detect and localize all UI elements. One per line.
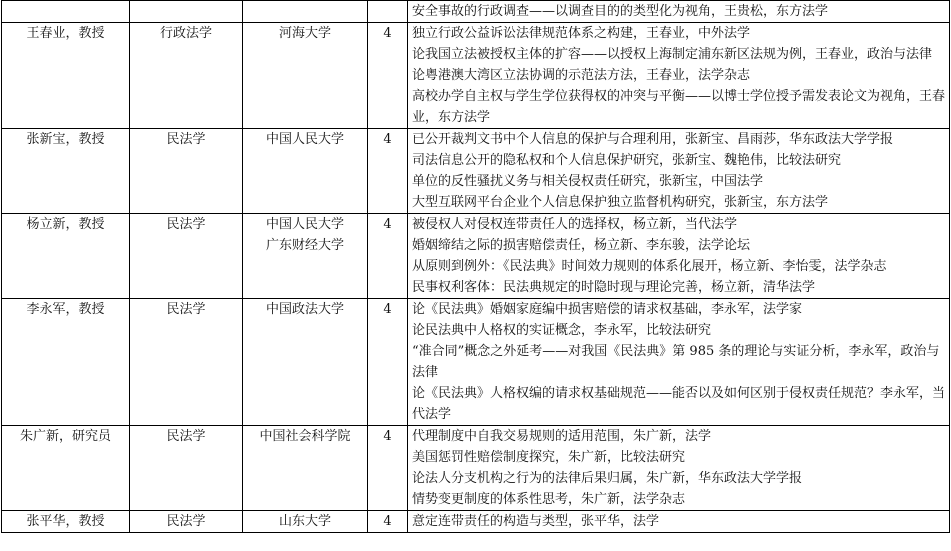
scholar-name-cell: 张平华，教授 <box>2 511 130 533</box>
table-row <box>2 214 950 299</box>
work-entry: 大型互联网平台企业个人信息保护独立监督机构研究，张新宝，东方法学 <box>412 195 829 210</box>
work-entry: 论我国立法被授权主体的扩容——以授权上海制定浦东新区法规为例，王春业，政治与法律 <box>412 47 933 62</box>
scholar-table <box>1 0 950 533</box>
works-cell <box>408 214 950 299</box>
works-cell <box>408 23 950 129</box>
count-cell: 4 <box>368 23 408 129</box>
institution-cell <box>243 299 368 426</box>
institution-name: 河海大学 <box>278 26 331 41</box>
field-cell: 民法学 <box>130 299 243 426</box>
work-entry: 代理制度中自我交易规则的适用范围，朱广新，法学 <box>412 429 712 444</box>
scholar-name-cell: 王春业，教授 <box>2 23 130 129</box>
scholar-name-cell <box>2 1 130 23</box>
institution-cell <box>243 511 368 533</box>
scholar-name-cell: 朱广新，研究员 <box>2 426 130 511</box>
scholar-name-cell: 李永军，教授 <box>2 299 130 426</box>
institution-cell <box>243 129 368 214</box>
work-entry: 安全事故的行政调查——以调查目的的类型化为视角，王贵松，东方法学 <box>412 4 829 19</box>
institution-name: 中国人民大学 <box>265 132 344 147</box>
works-cell <box>408 129 950 214</box>
institution-name: 中国人民大学 <box>265 217 344 232</box>
institution-cell <box>243 214 368 299</box>
field-cell: 民法学 <box>130 214 243 299</box>
scholar-name-cell: 杨立新，教授 <box>2 214 130 299</box>
institution-name: 中国政法大学 <box>265 302 344 317</box>
count-cell: 4 <box>368 511 408 533</box>
work-entry: 单位的反性骚扰义务与相关侵权责任研究，张新宝，中国法学 <box>412 174 764 189</box>
field-cell: 民法学 <box>130 511 243 533</box>
field-cell <box>130 1 243 23</box>
work-entry: 从原则到例外：《民法典》时间效力规则的体系化展开，杨立新、李怡雯，法学杂志 <box>412 259 887 274</box>
table-row <box>2 299 950 426</box>
work-entry: 论《民法典》婚姻家庭编中损害赔偿的请求权基础，李永军，法学家 <box>412 302 803 317</box>
table-row <box>2 511 950 533</box>
work-entry: 民事权利客体：民法典规定的时隐时现与理论完善，杨立新，清华法学 <box>412 280 816 295</box>
field-cell: 民法学 <box>130 426 243 511</box>
institution-cell <box>243 1 368 23</box>
count-cell <box>368 1 408 23</box>
count-cell: 4 <box>368 299 408 426</box>
works-cell <box>408 299 950 426</box>
work-entry: 论《民法典》人格权编的请求权基础规范——能否以及如何区别于侵权责任规范？李永军，当代法学 <box>412 386 946 422</box>
count-cell: 4 <box>368 214 408 299</box>
institution-cell <box>243 23 368 129</box>
institution-name: 中国社会科学院 <box>259 429 351 444</box>
work-entry: 美国惩罚性赔偿制度探究，朱广新，比较法研究 <box>412 450 686 465</box>
work-entry: 婚姻缔结之际的损害赔偿责任，杨立新、李东骏，法学论坛 <box>412 238 751 253</box>
works-cell <box>408 511 950 533</box>
work-entry: 情势变更制度的体系性思考，朱广新，法学杂志 <box>412 492 686 507</box>
work-entry: 意定连带责任的构造与类型，张平华，法学 <box>412 514 660 529</box>
table-row <box>2 129 950 214</box>
count-cell: 4 <box>368 129 408 214</box>
work-entry: 已公开裁判文书中个人信息的保护与合理利用，张新宝、昌雨莎，华东政法大学学报 <box>412 132 894 147</box>
field-cell: 行政法学 <box>130 23 243 129</box>
work-entry: “准合同”概念之外延考——对我国《民法典》第 985 条的理论与实证分析，李永军，政治与法律 <box>412 344 940 380</box>
institution-cell <box>243 426 368 511</box>
work-entry: 论粤港澳大湾区立法协调的示范法方法，王春业，法学杂志 <box>412 68 751 83</box>
work-entry: 被侵权人对侵权连带责任人的选择权，杨立新，当代法学 <box>412 217 738 232</box>
work-entry: 司法信息公开的隐私权和个人信息保护研究，张新宝、魏艳伟，比较法研究 <box>412 153 842 168</box>
work-entry: 论民法典中人格权的实证概念，李永军，比较法研究 <box>412 323 712 338</box>
field-cell: 民法学 <box>130 129 243 214</box>
works-cell <box>408 426 950 511</box>
table-row <box>2 23 950 129</box>
work-entry: 高校办学自主权与学生学位获得权的冲突与平衡——以博士学位授予需发表论文为视角，王春业，东方法学 <box>412 89 946 125</box>
institution-name: 山东大学 <box>278 514 331 529</box>
scholar-name-cell: 张新宝，教授 <box>2 129 130 214</box>
work-entry: 独立行政公益诉讼法律规范体系之构建，王春业，中外法学 <box>412 26 751 41</box>
table-row <box>2 1 950 23</box>
table-row <box>2 426 950 511</box>
institution-name: 广东财经大学 <box>265 238 344 253</box>
count-cell: 4 <box>368 426 408 511</box>
work-entry: 论法人分支机构之行为的法律后果归属，朱广新，华东政法大学学报 <box>412 471 803 486</box>
works-cell <box>408 1 950 23</box>
